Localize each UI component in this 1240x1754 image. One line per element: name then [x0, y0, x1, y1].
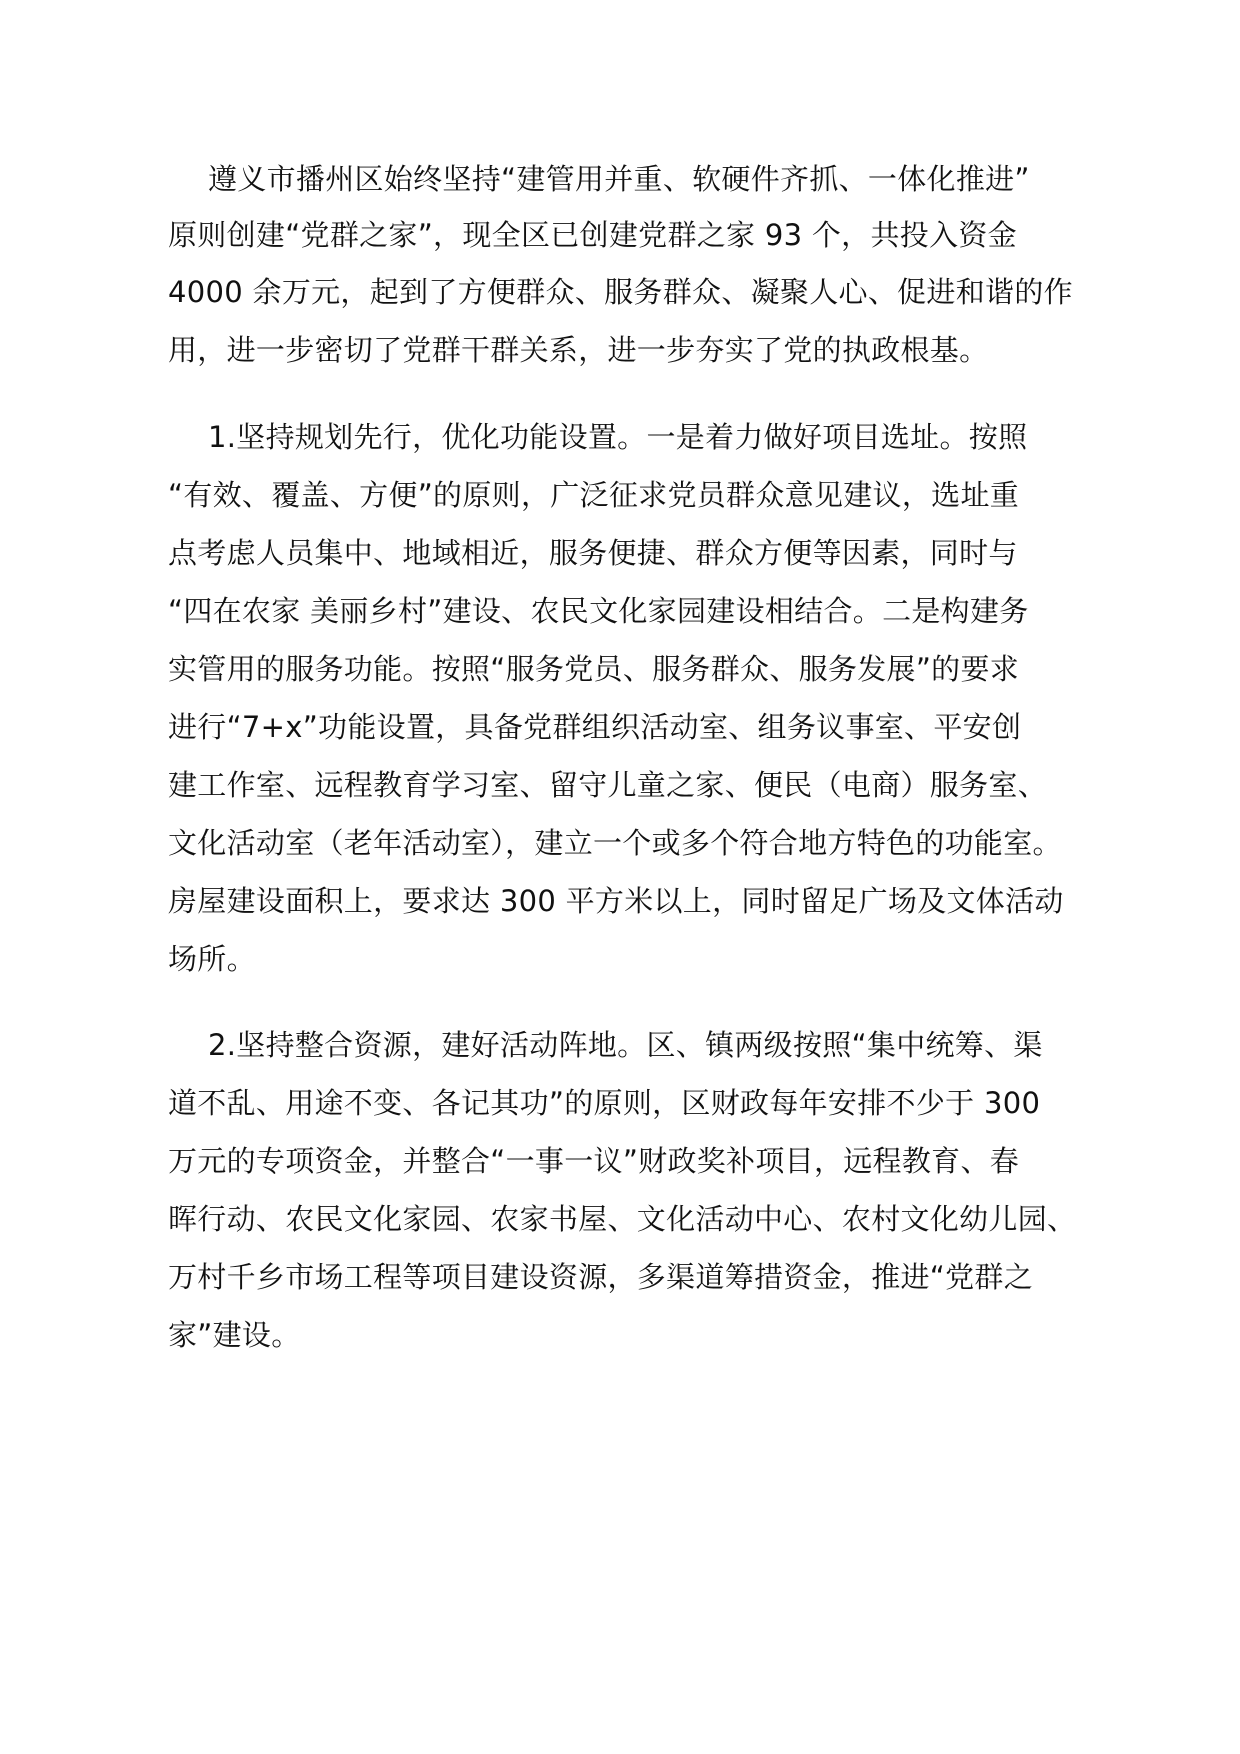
paragraph-2-line-3: 点考虑人员集中、地域相近，服务便捷、群众方便等因素，同时与 — [168, 536, 1018, 570]
paragraph-2-line-4: “四在农家 美丽乡村”建设、农民文化家园建设相结合。二是构建务 — [168, 594, 1029, 628]
paragraph-3-line-1: 2.坚持整合资源，建好活动阵地。区、镇两级按照“集中统筹、渠 — [208, 1028, 1043, 1062]
paragraph-2-line-8: 文化活动室（老年活动室），建立一个或多个符合地方特色的功能室。 — [168, 826, 1062, 860]
paragraph-1-line-1: 遵义市播州区始终坚持“建管用并重、软硬件齐抓、一体化推进” — [208, 162, 1030, 196]
paragraph-3-line-5: 万村千乡市场工程等项目建设资源，多渠道筹措资金，推进“党群之 — [168, 1260, 1034, 1294]
paragraph-2-line-9: 房屋建设面积上，要求达 300 平方米以上，同时留足广场及文体活动 — [168, 884, 1064, 918]
paragraph-2-line-1: 1.坚持规划先行，优化功能设置。一是着力做好项目选址。按照 — [208, 420, 1028, 454]
paragraph-3-line-3: 万元的专项资金，并整合“一事一议”财政奖补项目，远程教育、春 — [168, 1144, 1020, 1178]
paragraph-2-line-2: “有效、覆盖、方便”的原则，广泛征求党员群众意见建议，选址重 — [168, 478, 1020, 512]
paragraph-2-line-7: 建工作室、远程教育学习室、留守儿童之家、便民（电商）服务室、 — [168, 768, 1048, 802]
paragraph-1-line-4: 用，进一步密切了党群干群关系，进一步夯实了党的执政根基。 — [168, 333, 989, 367]
paragraph-3-line-4: 晖行动、农民文化家园、农家书屋、文化活动中心、农村文化幼儿园、 — [168, 1202, 1077, 1236]
paragraph-1-line-3: 4000 余万元，起到了方便群众、服务群众、凝聚人心、促进和谐的作 — [168, 275, 1073, 309]
paragraph-2-line-5: 实管用的服务功能。按照“服务党员、服务群众、服务发展”的要求 — [168, 652, 1020, 686]
paragraph-2-line-6: 进行“7+x”功能设置，具备党群组织活动室、组务议事室、平安创 — [168, 710, 1022, 744]
paragraph-1-line-2: 原则创建“党群之家”，现全区已创建党群之家 93 个，共投入资金 — [168, 218, 1017, 252]
paragraph-3-line-2: 道不乱、用途不变、各记其功”的原则，区财政每年安排不少于 300 — [168, 1086, 1041, 1120]
paragraph-2-line-10: 场所。 — [168, 942, 256, 976]
paragraph-3-line-6: 家”建设。 — [168, 1318, 301, 1352]
